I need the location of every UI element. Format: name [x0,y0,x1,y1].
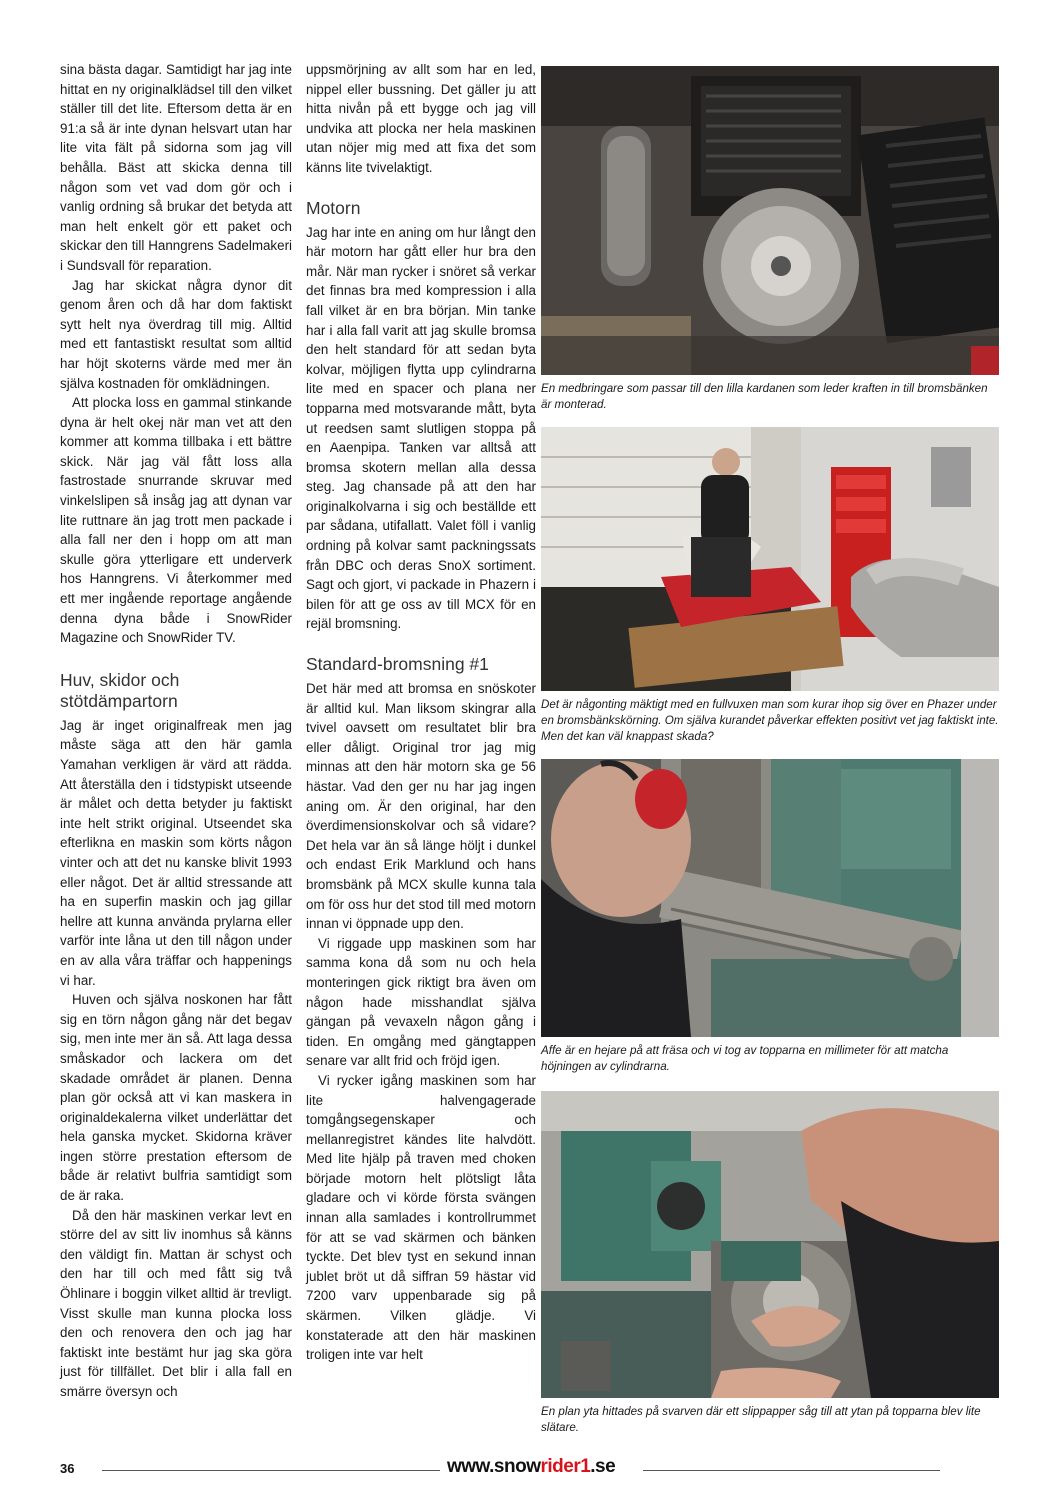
section-heading-hood: Huv, skidor och stötdämpartorn [60,669,180,711]
paragraph: Vi riggade upp maskinen som har samma kona då som nu och hela monteringen gick riktigt bra även om någon hade misshandlat själva gängan på vevaxeln någon gång i tiden. En omgång med gängtappen senare var allt frid och fröjd igen. [306,935,536,1069]
caption-photo-3: Affe är en hejare på att fräsa och vi tog av topparna en millimeter för att matcha höjningen av cylindrarna. [541,1044,949,1073]
column1-body [60,716,292,1402]
footer-url-brand: rider1 [540,1456,591,1477]
text-column-1 [60,60,292,1402]
page-number: 36 [60,1461,75,1476]
text-column-2 [306,60,536,1365]
section-heading-dyno: Standard-bromsning #1 [306,654,489,675]
paragraph: Att plocka loss en gammal stinkande dyna är helt okej när man vet att den kommer att komma tillbaka i ett bättre skick. När jag väl fått loss alla fastrostade snurrande skruvar med vinkelslipen så insåg jag att dynan var lite ruttnare än jag trott men packade i alla fall ner den i hopp om att man skulle göra ytterligare ett underverk hos Hanngrens. Vi återkommer med ett mer ingående reportage angående denna dyna både i SnowRider Magazine och SnowRider TV. [60,395,292,646]
paragraph: Det här med att bromsa en snöskoter är alltid kul. Man liksom skingrar alla tvivel oavsett om resultatet blir bra eller dåligt. Original tror jag mig minnas att den här motorn ska ge 56 hästar. Vad den ger nu har jag ingen aning om. Är den original, har den överdimensionskolvar och så vidare? Det hela var än så länge höljt i dunkel och endast Erik Marklund och hans bromsbänk på MCX skulle kunna tala om för oss hur det stod till med motorn innan vi öppnade upp den. [306,681,536,932]
paragraph: Huven och själva noskonen har fått sig en törn någon gång när det begav sig, men inte mer än så. Att laga dessa småskador och lackera om det skadade området är planen. Denna plan gör också att vi kan maskera in originaldekalerna vilket underlättar det hela ganska mycket. Skidorna kräver ingen större prestation eftersom de både är relativt bulfria samtidigt som de är raka. [60,992,292,1204]
paragraph: Jag är inget originalfreak men jag måste säga att den här gamla Yamahan verkligen är värd att rädda. Att återställa den i tidstypiskt utseende är målet och detta betyder ju faktiskt inte helt strikt original. Utseendet ska efterlikna en maskin som körts någon vinter och att det nu kanske blivit 1993 eller något. Det är alltid stressande att ha en superfin maskin och jag gillar hellre att kunna använda prylarna eller varför inte låna ut den till någon under en av alla våra träffar och happenings vi har. [60,717,292,988]
column1-intro [60,60,292,648]
footer-rule-right [643,1470,940,1471]
footer-website[interactable] [447,1456,615,1478]
paragraph: uppsmörjning av allt som har en led, nippel eller bussning. Det gäller ju att hitta nivån på ett bygge och jag vill undvika att plocka ner hela maskinen utan nöjer mig med att fixa det som känns lite tvivelaktigt. [306,62,536,175]
photo-engine-coupling [541,66,999,375]
photo-lathe [541,1091,999,1398]
paragraph: Vi rycker igång maskinen som har lite halvengagerade tomgångsegenskaper och mellanregistret kändes lite halvdött. Med lite hjälp på traven med choken började motorn helt plötsligt låta gladare och vi körde första svängen innan alla samlades i kontrollrummet för att se vad skärmen och bänken tyckte. Det blev tyst en sekund innan jublet bröt ut då siffran 59 hästar vid 7200 varv uppenbarade sig på skärmen. Vilken glädje. Vi konstaterade att den här maskinen troligen inte var helt [306,1072,536,1363]
paragraph: Jag har skickat några dynor dit genom åren och då har dom faktiskt sytt helt nya överdrag till mig. Alltid med ett fantastiskt resultat som alltid har höjt skoterns värde med mer än själva kostnaden för omklädningen. [60,277,292,391]
paragraph: Då den här maskinen verkar levt en större del av sitt liv inomhus så känns den väldigt fin. Mattan är schyst och den har till och med fått sig två Öhlinare i boggin vilket alltid är trevligt. Visst skulle man kunna plocka loss den och renovera den och jag har faktiskt inte bestämt hur jag ska göra just för tillfället. Det blir i alla fall en smärre översyn och [60,1207,292,1399]
footer-rule-left [102,1470,440,1471]
footer-url-suffix: .se [590,1456,616,1477]
caption-photo-1: En medbringare som passar till den lilla kardanen som leder kraften in till bromsbänken är monterad. [541,382,988,411]
caption-photo-4: En plan yta hittades på svarven där ett slippapper såg till att ytan på topparna blev lite slätare. [541,1405,981,1434]
footer-url-prefix: www.snow [447,1456,541,1477]
paragraph: Jag har inte en aning om hur långt den här motorn har gått eller hur bra den mår. När man rycker i snöret så verkar det finnas bra med kompression i alla fall vilket är en bra början. Min tanke har i alla fall varit att jag skulle bromsa den helt standard för att sedan byta kolvar, möjligen flytta upp cylindrarna lite med en spacer och plana ner topparna med motsvarande mått, byta ut reedsen samt slutligen stoppa på en Aaenpipa. Tanken var alltså att bromsa skotern mellan alla dessa steg. Jag chansade på att den har originalkolvarna i sig och beställde ett par sådana, utifallatt. Valet föll i vanlig ordning på kolvar samt packningssats från DBC och deras SnoX sortiment. Sagt och gjort, vi packade in Phazern i bilen för att ge oss av till MCX för en rejäl bromsning. [306,224,536,632]
section-heading-engine: Motorn [306,197,361,218]
photo-milling [541,759,999,1037]
photo-dyno-run [541,427,999,691]
paragraph: sina bästa dagar. Samtidigt har jag inte hittat en ny originalklädsel till den vilket ställer till det lite. Eftersom detta är en 91:a så är inte dynan helsvart utan har lite vita fält på sidorna som jag vill behålla. Bäst att skicka denna till någon som vet vad dom gör och i vanlig ordning så brukar det betyda att man helt enkelt gör ett paket och skickar den till Hanngrens Sadelmakeri i Sundsvall för reparation. [60,62,292,273]
caption-photo-2: Det är någonting mäktigt med en fullvuxen man som kurar ihop sig över en Phazer under en bromsbänkskörning. Om själva kurandet påverkar effekten positivt vet jag faktiskt inte. Men det kan väl knappast skada? [541,698,999,743]
